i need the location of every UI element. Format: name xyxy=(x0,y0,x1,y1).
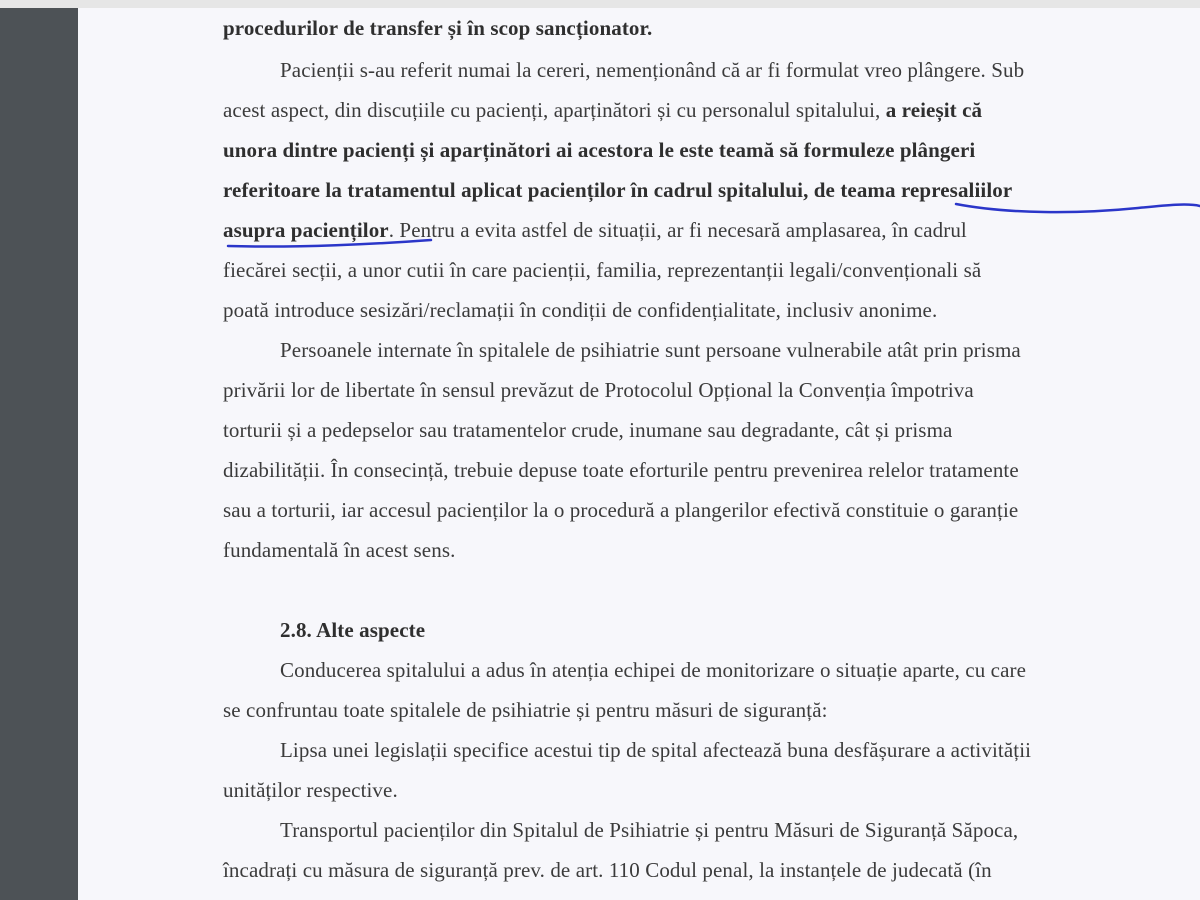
text-segment: sau a torturii, iar accesul pacienților la o procedură a plangerilor efectivă constituie o garanție xyxy=(223,498,1019,522)
text-segment: încadrați cu măsura de siguranță prev. de art. 110 Codul penal, la instanțele de judecată (în xyxy=(223,858,992,882)
text-segment: privării lor de libertate în sensul prevăzut de Protocolul Opțional la Convenția împotriva xyxy=(223,378,974,402)
text-segment: poată introduce sesizări/reclamații în condiții de confidențialitate, inclusiv anonime. xyxy=(223,298,938,322)
text-segment: . Pentru a evita astfel de situații, ar fi necesară amplasarea, în cadrul xyxy=(388,218,967,242)
text-segment: 2.8. Alte aspecte xyxy=(280,618,426,642)
text-segment: dizabilității. În consecință, trebuie depuse toate eforturile pentru prevenirea relelor tratamente xyxy=(223,458,1019,482)
text-line xyxy=(223,698,828,723)
text-line xyxy=(223,498,1018,523)
text-segment: Pacienții s-au referit numai la cereri, nemenționând că ar fi formulat vreo plângere. Sub xyxy=(280,58,1025,82)
document-page xyxy=(78,8,1200,900)
text-segment: asupra pacienților xyxy=(223,218,389,242)
text-segment: referitoare la tratamentul aplicat pacienților în cadrul spitalului, de teama represaliilor xyxy=(223,178,1013,202)
text-line xyxy=(223,418,952,443)
text-line xyxy=(280,58,1024,83)
text-segment: a reieșit că xyxy=(885,98,983,122)
text-segment: se confruntau toate spitalele de psihiatrie și pentru măsuri de siguranță: xyxy=(223,698,828,722)
text-segment: unora dintre pacienți și aparținători ai acestora le este teamă să formuleze plângeri xyxy=(223,138,976,162)
text-segment: acest aspect, din discuțiile cu pacienți, aparținători și cu personalul spitalului, xyxy=(223,98,886,122)
text-line xyxy=(280,818,1018,843)
text-segment: Persoanele internate în spitalele de psihiatrie sunt persoane vulnerabile atât prin prisma xyxy=(280,338,1021,362)
section-heading xyxy=(280,618,425,643)
viewer-side-panel xyxy=(0,8,78,900)
text-segment: fundamentală în acest sens. xyxy=(223,538,456,562)
text-line xyxy=(223,258,981,283)
text-line xyxy=(280,738,1031,763)
text-line xyxy=(223,16,652,41)
text-line xyxy=(223,218,967,243)
text-line xyxy=(223,378,974,403)
text-line xyxy=(223,538,455,563)
text-line xyxy=(223,98,982,123)
text-segment: Lipsa unei legislații specifice acestui tip de spital afectează buna desfășurare a activității xyxy=(280,738,1032,762)
text-line xyxy=(280,658,1026,683)
text-segment: Conducerea spitalului a adus în atenția echipei de monitorizare o situație aparte, cu care xyxy=(280,658,1027,682)
text-line xyxy=(223,178,1012,203)
text-segment: fiecărei secții, a unor cutii în care pacienții, familia, reprezentanții legali/convenționali să xyxy=(223,258,982,282)
text-segment: unităților respective. xyxy=(223,778,398,802)
text-line xyxy=(223,858,992,883)
text-segment: Transportul pacienților din Spitalul de Psihiatrie și pentru Măsuri de Siguranță Săpoca, xyxy=(280,818,1019,842)
text-segment: procedurilor de transfer și în scop sancționator. xyxy=(223,16,653,40)
text-line xyxy=(223,778,398,803)
text-segment: torturii și a pedepselor sau tratamentelor crude, inumane sau degradante, cât și prisma xyxy=(223,418,953,442)
text-line xyxy=(223,458,1019,483)
text-line xyxy=(223,298,937,323)
text-line xyxy=(280,338,1021,363)
text-line xyxy=(223,138,975,163)
underline-stroke-represalii xyxy=(956,204,1200,212)
